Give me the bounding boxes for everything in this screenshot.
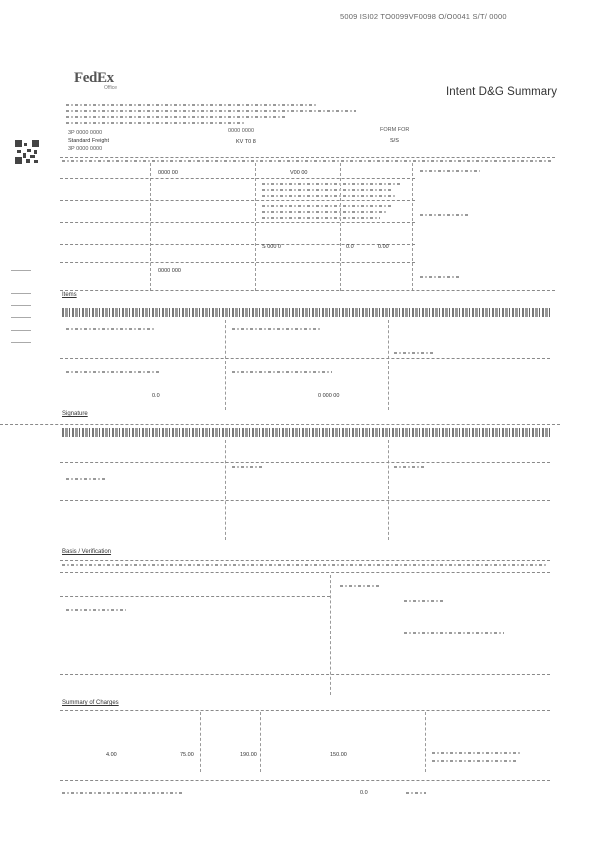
divider — [388, 320, 389, 410]
field-label: 3P 0000 0000 — [68, 146, 103, 152]
field-line — [404, 600, 444, 602]
amount: 190.00 — [240, 752, 257, 758]
field-line — [232, 328, 322, 330]
margin-mark — [11, 342, 31, 343]
page-title: Intent D&G Summary — [446, 86, 558, 98]
field-label: 3P 0000 0000 — [68, 130, 103, 136]
cell-value: 0000 000 — [158, 268, 181, 274]
field-line — [432, 760, 517, 762]
section-title: Basis / Verification — [62, 549, 112, 555]
footer-line — [62, 792, 182, 794]
divider — [150, 163, 151, 291]
margin-mark — [11, 330, 31, 331]
divider — [200, 712, 201, 772]
divider — [60, 572, 550, 573]
field-line — [232, 466, 262, 468]
notice-text-line — [262, 211, 387, 213]
side-text-line — [420, 276, 460, 278]
cell-value: 0000 00 — [158, 170, 178, 176]
divider — [388, 440, 389, 540]
notice-text-line — [262, 183, 402, 185]
divider — [60, 560, 550, 561]
fedex-logo — [74, 70, 130, 94]
divider — [425, 712, 426, 772]
logo-subtext: Office — [104, 85, 117, 91]
field-value: S/S — [390, 138, 399, 144]
field-line — [66, 371, 161, 373]
amount: 75.00 — [180, 752, 194, 758]
section-header-line — [62, 564, 548, 566]
divider — [60, 200, 415, 201]
cell-value: V00 00 — [290, 170, 308, 176]
amount: 4.00 — [106, 752, 117, 758]
field-line — [66, 609, 126, 611]
divider — [412, 163, 413, 291]
margin-mark — [11, 317, 31, 318]
section-title: Items — [62, 292, 77, 298]
divider — [60, 780, 550, 781]
divider — [60, 178, 415, 179]
divider — [60, 262, 415, 263]
notice-text-line — [262, 205, 392, 207]
section-header-band — [62, 428, 550, 437]
footer-line — [406, 792, 426, 794]
footer-value: 0.0 — [360, 790, 368, 796]
field-line — [394, 466, 424, 468]
divider — [60, 222, 415, 223]
header-text-line — [66, 122, 246, 124]
logo-text: FedEx — [74, 70, 114, 86]
field-line — [66, 478, 106, 480]
cell-value: 0.0 — [152, 393, 160, 399]
field-line — [66, 328, 156, 330]
section-title: Summary of Charges — [62, 700, 119, 706]
divider — [0, 424, 560, 425]
margin-mark — [11, 293, 31, 294]
divider — [60, 290, 555, 291]
divider — [225, 440, 226, 540]
margin-mark — [11, 305, 31, 306]
divider — [60, 462, 550, 463]
side-text-line — [420, 214, 470, 216]
field-label: 0000 0000 — [228, 128, 254, 134]
divider — [225, 320, 226, 410]
cell-value: 0.00 — [378, 244, 389, 250]
divider — [60, 674, 550, 675]
reference-number: 5009 ISI02 TO0099VF0098 O/O0041 S/T/ 0000 — [340, 12, 507, 21]
qr-code-icon — [15, 140, 39, 164]
divider — [60, 710, 550, 711]
side-text-line — [420, 170, 480, 172]
notice-text-line — [262, 189, 392, 191]
table-header-line — [62, 160, 552, 162]
cell-value: 0.0 — [346, 244, 354, 250]
cell-value: 0 000 00 — [318, 393, 340, 399]
field-line — [394, 352, 434, 354]
field-value: Standard Freight — [68, 138, 109, 144]
header-text-line — [66, 116, 286, 118]
field-label: FORM FOR — [380, 127, 410, 133]
divider — [60, 500, 550, 501]
field-line — [432, 752, 522, 754]
divider — [60, 244, 415, 245]
amount: 150.00 — [330, 752, 347, 758]
section-header-band — [62, 308, 550, 317]
margin-mark — [11, 270, 31, 271]
cell-value: S 000 0 — [262, 244, 281, 250]
divider — [255, 163, 256, 291]
header-text-line — [66, 110, 356, 112]
section-title: Signature — [62, 411, 88, 417]
divider — [60, 157, 555, 158]
notice-text-line — [262, 217, 380, 219]
header-text-line — [66, 104, 316, 106]
divider — [60, 358, 550, 359]
notice-text-line — [262, 195, 397, 197]
divider — [60, 596, 330, 597]
field-value: KV T0 8 — [236, 139, 256, 145]
field-line — [340, 585, 380, 587]
field-line — [232, 371, 332, 373]
divider — [330, 575, 331, 695]
field-line — [404, 632, 504, 634]
divider — [260, 712, 261, 772]
